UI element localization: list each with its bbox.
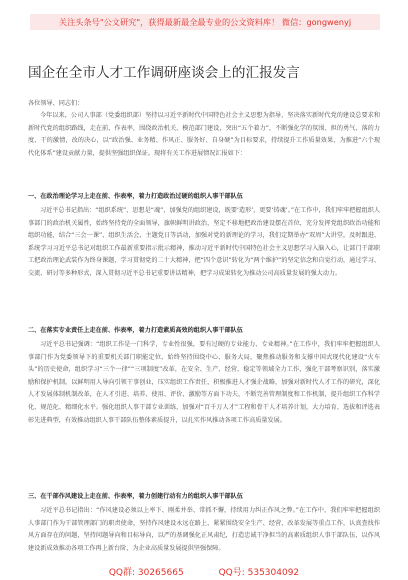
salutation: 各位领导、同志们： bbox=[28, 100, 84, 107]
section-heading-3: 三、在干部作风建设上走在前、作表率，着力创建行动有力的组织人事干部队伍 bbox=[28, 493, 243, 500]
footer-contact bbox=[0, 566, 408, 580]
footer-qq-group: QQ群: 30265665 bbox=[108, 568, 184, 578]
section-heading-1: 一、在政治理论学习上走在前、作表率，着力打造政治过硬的组织人事干部队伍 bbox=[28, 193, 243, 200]
footer-qq-number: QQ号: 535304092 bbox=[218, 568, 300, 578]
paragraph-section-3: 习近平总书记指出：“作风建设必须以上率下、刚柔并举、常抓不懈，持续用力纠正作风之弊。”在工作中，我们牢牢把握组织人事部门作为干部管理部门的职责使命，坚持作风建设永远在路上，紧紧围绕安全生产、经营、改革发展等重点工作，认真查找作风方面存在的问题，坚持问题导向和目标导向，以严的基调强化正风肃纪，打造忠诚干净担当的高素质组织人事干部队伍，以作风建设新成效推动各项工作再上新台阶，为企业高质量发展提供坚强保障。 bbox=[28, 507, 380, 552]
document-title: 国企在全市人才工作调研座谈会上的汇报发言 bbox=[28, 65, 300, 81]
promo-banner-text: 关注头条号"公文研究"，获得最新最全最专业的公文资料库！ 微信：gongwenyj bbox=[30, 14, 380, 30]
promo-banner bbox=[0, 0, 408, 44]
section-heading-2: 二、在落实专业责任上走在前、作表率，着力打造素质高效的组织人事干部队伍 bbox=[28, 327, 243, 334]
paragraph-section-2: 习近平总书记强调：“组织工作是一门科学，专业性很强，要有过硬的专业能力、专业精神。”在工作中，我们牢牢把握组织人事部门作为党委领导下的重要机关部门职能定位，始终坚持围绕中心、服务大局，聚焦推动服务和支撑中国式现代化建设“火车头”的历史使命，组织学习“三个一律”“三项制度”改革，在安全、生产、经营、稳定等领域全力工作，强化干部考察识别，落实激励和保护机制，以鲜明用人导向引领干事创业，压实组织工作责任，积极推进人才强企战略，加强对新时代人才工作的研究，深化人才发展体制机制改革，在人才引进、培养、使用、评价、激励等方面下功夫，不断完善管理制度和工作机制，提升组织工作科学化、规范化、精细化水平。强化组织人事干部专业训练，加强对“百千万人才”工程和骨干人才培养计划，大力培育、选拔和评选表彰先进典型，有效推动组织人事干部队伍整体素质提升，以扎实作风推动各项工作高质量发展。 bbox=[28, 341, 380, 424]
paragraph-section-1: 习近平总书记指出：“组织系统”、思想是“魂”，加强党的组织建设，既要‘造形’，更要‘铸魂’。”在工作中，我们牢牢把握组织人事部门的政治机关属性，始终坚持党的全面领导，旗帜鲜明讲政治，坚定不移地把政治建设摆在首位，充分发挥党组织政治功能和组织功能，结合“三会一课”、组织生活会、主题党日等活动，加强对党的新理论的学习，我们定期举办“双周”大讲堂，及时跟进、系统学习习近平总书记对组织工作最新重要指示批示精神，推动习近平新时代中国特色社会主义思想学习入脑入心，让部门干部职工把政治理论武装作为终身课题，学习贯彻党的二十大精神，把“四个意识”转化为“两个维护”的坚定信念和自觉行动，通过学习、交流、研讨等多种形式，深入贯彻习近平总书记重要讲话精神，把学习成果转化为推动公司高质量发展的强大动力。 bbox=[28, 207, 380, 277]
paragraph-intro: 今年以来，公司人事部（党委组织部）坚持以习近平新时代中国特色社会主义思想为指导，坚决落实新时代党的建设总要求和新时代党的组织路线，走在前、作表率，围绕政治机关、模范部门建设，突出“五个着力”，不断强化学的氛围、担的勇气、落的力度、干的激情，改的决心，以“政治强、业务精、作风正、服务好、自身硬”为目标要求，持续提升工作质量效果，为推进“六个现代化体系”建设贡献力量，提供坚强组织保证。现将有关工作进展情况汇报如下： bbox=[28, 112, 380, 157]
